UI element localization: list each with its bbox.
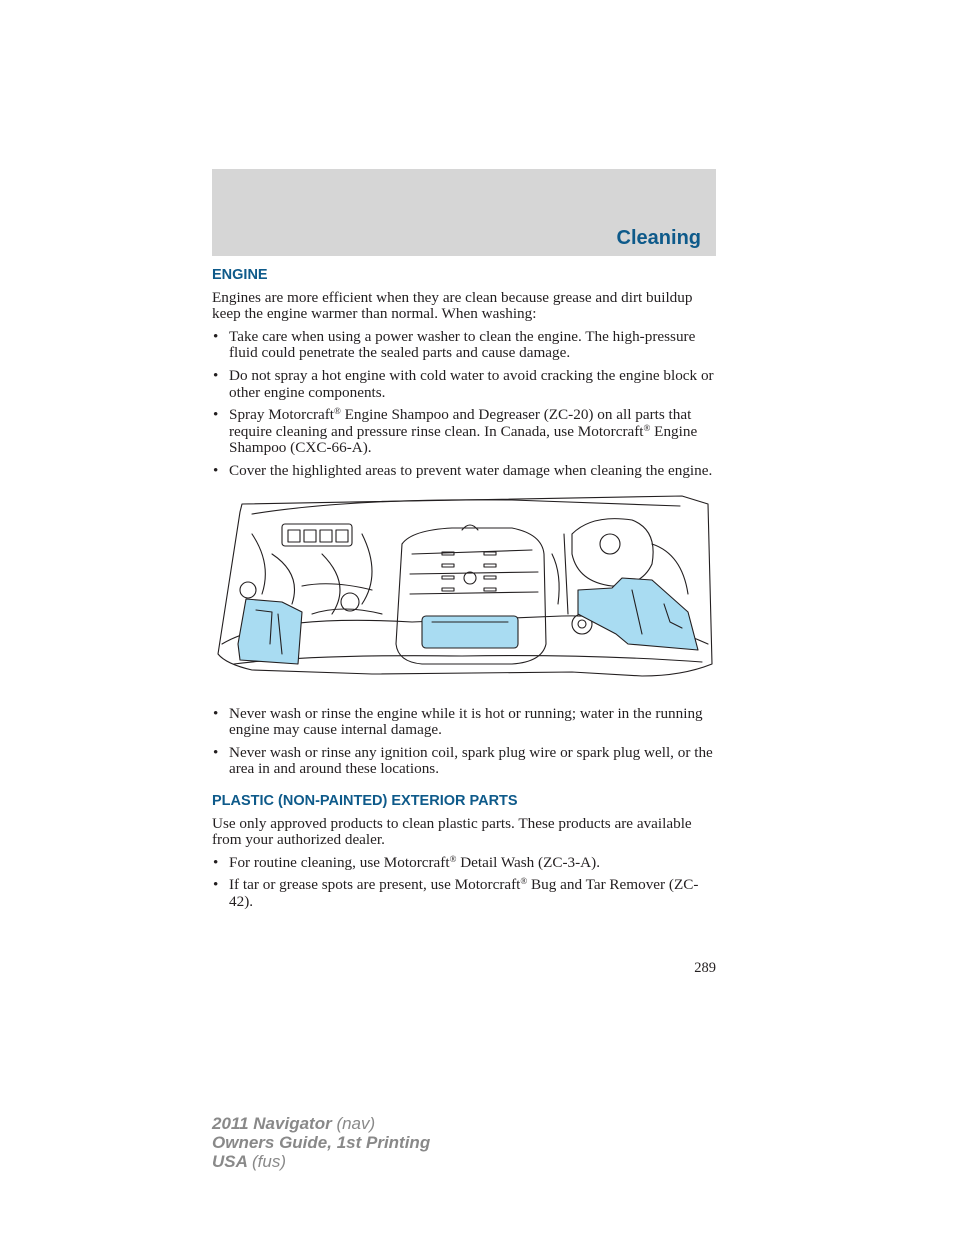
registered-mark: ® <box>643 422 651 433</box>
list-item: • Never wash or rinse the engine while it is hot or running; water in the running engine may cause internal damage. <box>212 706 716 739</box>
highlighted-area-left <box>238 599 302 664</box>
list-item: • Do not spray a hot engine with cold water to avoid cracking the engine block or other engine components. <box>212 368 716 401</box>
page-content <box>212 266 716 917</box>
footer-guide-line: Owners Guide, 1st Printing <box>212 1133 431 1152</box>
footer-region-line: USA (fus) <box>212 1152 286 1171</box>
engine-intro: Engines are more efficient when they are clean because grease and dirt buildup keep the engine warmer than normal. When washing: <box>212 289 693 323</box>
engine-heading: ENGINE <box>212 267 268 283</box>
list-item: • If tar or grease spots are present, use Motorcraft® Bug and Tar Remover (ZC-42). <box>212 877 716 910</box>
list-item: • Spray Motorcraft® Engine Shampoo and Degreaser (ZC-20) on all parts that require cleaning and pressure rinse clean. In Canada, use Motorcraft® Engine Shampoo (CXC-66-A). <box>212 407 716 456</box>
plastic-bullets <box>212 855 716 911</box>
engine-bullets-after <box>212 706 716 778</box>
list-item: • Take care when using a power washer to clean the engine. The high-pressure fluid could penetrate the sealed parts and cause damage. <box>212 329 716 362</box>
registered-mark: ® <box>334 406 341 417</box>
list-item: • For routine cleaning, use Motorcraft® Detail Wash (ZC-3-A). <box>212 855 716 871</box>
header-band <box>212 169 716 256</box>
engine-bullets-before <box>212 329 716 480</box>
list-item: • Cover the highlighted areas to prevent water damage when cleaning the engine. <box>212 463 716 479</box>
section-title: Cleaning <box>616 227 701 249</box>
plastic-intro: Use only approved products to clean plastic parts. These products are available from your authorized dealer. <box>212 814 692 849</box>
engine-compartment-illustration <box>212 494 716 690</box>
plastic-parts-heading: PLASTIC (NON-PAINTED) EXTERIOR PARTS <box>212 792 518 809</box>
list-item: • Never wash or rinse any ignition coil, spark plug wire or spark plug well, or the area in and around these locations. <box>212 745 716 778</box>
footer-model-line: 2011 Navigator (nav) <box>212 1114 376 1133</box>
page-number: 289 <box>694 960 716 976</box>
highlighted-area-center <box>422 616 518 648</box>
footer <box>212 1114 430 1171</box>
registered-mark: ® <box>449 853 457 864</box>
registered-mark: ® <box>520 876 528 887</box>
